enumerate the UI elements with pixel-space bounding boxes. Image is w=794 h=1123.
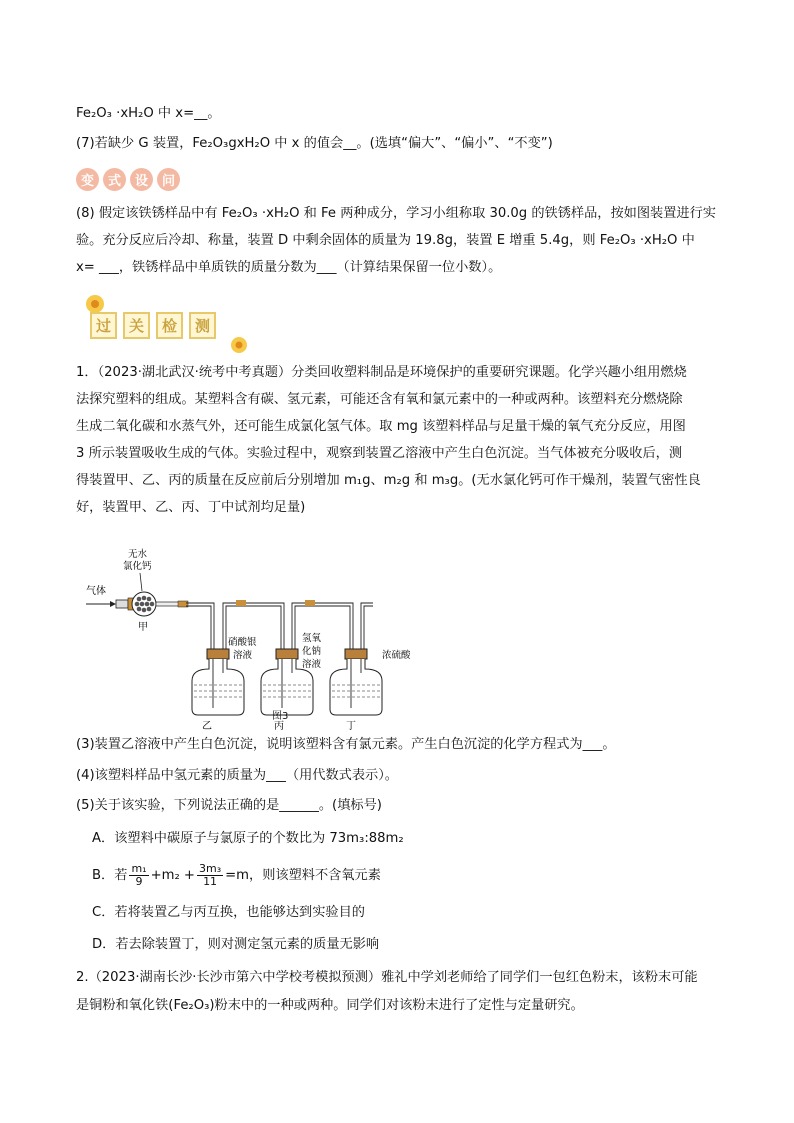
question-3: (3)装置乙溶液中产生白色沉淀，说明该塑料含有氯元素。产生白色沉淀的化学方程式为___。 (76, 737, 616, 752)
cacl2-label: 无水 (128, 549, 148, 560)
answer-line-x: Fe₂O₃ ·xH₂O 中 x=__。 (76, 106, 221, 121)
fraction: $\frac{\text{m₁}}{9}$ (131, 861, 147, 888)
question-2-line: 2.（2023·湖南长沙·长沙市第六中学校考模拟预测）雅礼中学刘老师给了同学们一包红色粉末，该粉末可能 (76, 970, 698, 985)
label-ding: 丁 (346, 721, 356, 732)
naoh-label: 氢氧 (302, 633, 322, 644)
question-5: (5)关于该实验，下列说法正确的是______。(填标号) (76, 798, 382, 813)
question-4: (4)该塑料样品中氢元素的质量为___（用代数式表示）。 (76, 768, 398, 783)
naoh-label: 溶液 (302, 659, 322, 670)
h2so4-label: 浓硫酸 (382, 650, 411, 661)
option-b-suffix: =m，则该塑料不含氧元素 (225, 868, 381, 883)
label-yi: 乙 (202, 721, 212, 732)
question-8-line: 验。充分反应后冷却、称量，装置 D 中剩余固体的质量为 19.8g，装置 E 增重 5.4g，则 Fe₂O₃ ·xH₂O 中 (76, 233, 695, 248)
label-bing: 丙 (274, 721, 284, 732)
flower-icon (226, 334, 252, 356)
question-2-line: 是铜粉和氧化铁(Fe₂O₃)粉末中的一种或两种。同学们对该粉末进行了定性与定量研究。 (76, 998, 584, 1013)
question-1-line: 生成二氧化碳和水蒸气外，还可能生成氯化氢气体。取 mg 该塑料样品与足量干燥的氧气充分反应，用图 (76, 419, 686, 434)
figure-caption: 图3 (272, 711, 289, 722)
question-1-line: 好，装置甲、乙、丙、丁中试剂均足量) (76, 500, 306, 515)
badge-char: 变 (76, 168, 99, 191)
badge-char: 关 (123, 312, 150, 339)
question-8-line: x= ___，铁锈样品中单质铁的质量分数为___（计算结果保留一位小数）。 (76, 260, 502, 275)
option-b-mid: +m₂ + (150, 868, 195, 883)
variant-question-badge (76, 168, 180, 191)
cacl2-label: 氯化钙 (123, 561, 152, 572)
badge-char: 测 (189, 312, 216, 339)
fraction: $\frac{\text{3m₃}}{11}$ (199, 861, 222, 888)
naoh-label: 化钠 (302, 646, 322, 657)
option-b-prefix: B．若 (92, 868, 128, 883)
question-1-line: 法探究塑料的组成。某塑料含有碳、氢元素，可能还含有氧和氯元素中的一种或两种。该塑料充分燃烧除 (76, 392, 683, 407)
badge-char: 式 (103, 168, 126, 191)
option-c: C．若将装置乙与丙互换，也能够达到实验目的 (92, 905, 365, 920)
apparatus-diagram (78, 545, 411, 732)
question-1-line: 3 所示装置吸收生成的气体。实验过程中，观察到装置乙溶液中产生白色沉淀。当气体被充分吸收后，测 (76, 446, 683, 461)
badge-char: 过 (90, 312, 117, 339)
badge-char: 设 (130, 168, 153, 191)
option-a: A．该塑料中碳原子与氯原子的个数比为 73m₃:88m₂ (92, 831, 404, 846)
badge-char: 检 (156, 312, 183, 339)
option-b (92, 861, 381, 891)
question-1-line: 1．（2023·湖北武汉·统考中考真题）分类回收塑料制品是环境保护的重要研究课题。化学兴趣小组用燃烧 (76, 365, 687, 380)
agno3-label: 溶液 (233, 650, 253, 661)
gas-label: 气体 (86, 586, 106, 597)
badge-char: 问 (157, 168, 180, 191)
question-8-line: (8) 假定该铁锈样品中有 Fe₂O₃ ·xH₂O 和 Fe 两种成分，学习小组称取 30.0g 的铁锈样品，按如图装置进行实 (76, 206, 716, 221)
question-1-line: 得装置甲、乙、丙的质量在反应前后分别增加 m₁g、m₂g 和 m₃g。(无水氯化钙可作干燥剂，装置气密性良 (76, 473, 701, 488)
agno3-label: 硝酸银 (228, 637, 257, 648)
question-7: (7)若缺少 G 装置，Fe₂O₃gxH₂O 中 x 的值会__。(选填“偏大”、“偏小”、“不变”) (76, 136, 553, 151)
check-section-badge (76, 300, 246, 350)
label-jia: 甲 (138, 622, 148, 633)
option-d: D．若去除装置丁，则对测定氢元素的质量无影响 (92, 937, 380, 952)
